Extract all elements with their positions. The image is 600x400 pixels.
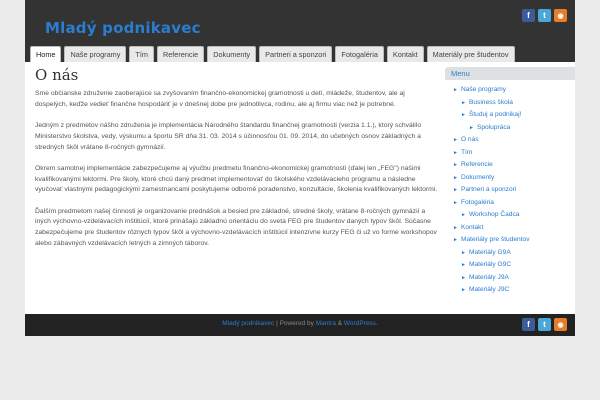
menu-item-home[interactable]: Home — [30, 46, 61, 62]
twitter-icon[interactable]: t — [538, 318, 551, 331]
main-menu — [30, 46, 515, 62]
arrow-icon: ► — [453, 187, 458, 193]
social-links-top — [522, 9, 567, 22]
sidebar-item-documents[interactable] — [453, 172, 575, 185]
footer-wordpress-link[interactable]: WordPress — [343, 320, 376, 327]
footer-powered-by: | Powered by — [274, 320, 316, 327]
footer-credits — [25, 320, 575, 327]
menu-item-programs[interactable]: Naše programy — [64, 46, 126, 62]
arrow-icon: ► — [461, 112, 466, 118]
sidebar-menu — [445, 80, 575, 297]
sidebar-item-business-school[interactable] — [453, 97, 575, 110]
sidebar-item-label: Materiály pre študentov — [460, 236, 530, 243]
sidebar-item-materials-j9a[interactable] — [453, 272, 575, 285]
sidebar-item-label: Materiály J9A — [468, 273, 509, 281]
sidebar-item-workshop-cadca[interactable] — [453, 209, 575, 222]
arrow-icon: ► — [453, 199, 458, 206]
menu-item-team[interactable]: Tím — [129, 46, 154, 62]
paragraph: Jedným z predmetov nášho združenia je implementácia Národného štandardu finančnej gramotnosti (verzia 1.1.), ktorý schválilo Ministerstvo školstva, vedy, výskumu a športu SR dňa 31. 03. 2014 s účinnosťou 01. 09. 2014, do učebných osnov základných a stredných škôl vrátane 8-ročných gymnázií. — [35, 122, 422, 151]
arrow-icon: ► — [469, 124, 474, 131]
sidebar-item-label: Spolupráca — [476, 123, 511, 131]
arrow-icon: ► — [453, 162, 458, 168]
arrow-icon: ► — [453, 149, 458, 156]
sidebar-item-partners[interactable] — [453, 184, 575, 197]
facebook-icon[interactable]: f — [522, 318, 535, 331]
menu-item-contact[interactable]: Kontakt — [387, 46, 424, 62]
site-title[interactable]: Mladý podnikavec — [45, 19, 201, 37]
arrow-icon: ► — [461, 287, 466, 293]
footer-site-link[interactable]: Mladý podnikavec — [222, 320, 275, 327]
sidebar-item-label: Fotogaléria — [460, 198, 494, 206]
twitter-icon[interactable]: t — [538, 9, 551, 22]
sidebar-item-materials-g9c[interactable] — [453, 259, 575, 272]
sidebar-item-label: Tím — [460, 148, 473, 156]
arrow-icon: ► — [461, 274, 466, 281]
sidebar — [445, 67, 575, 297]
sidebar-item-label: O nás — [460, 136, 479, 143]
sidebar-item-team[interactable] — [453, 147, 575, 160]
sidebar-item-label: Dokumenty — [460, 173, 495, 181]
arrow-icon: ► — [461, 212, 466, 218]
social-links-bottom — [522, 318, 567, 331]
paragraph: Okrem samotnej implementácie zabezpečujeme aj výučbu predmetu finančno-ekonomickej gramotnosti (ďalej len „FEG") našimi kvalifikovanými lektormi. Pre školy, ktoré chcú daný predmet implementovať do školského vzdelávacieho programu a následne vyučovať vlastnými pedagogickými zamestnancami poskytujeme odborné poradenstvo, konzultácie, školenia kvalifikovaných lektormi. — [35, 164, 438, 194]
paragraph: Ďalším predmetom našej činnosti je organizovanie prednášok a besied pre základné, stredné školy, vrátane 8-ročných gymnázií a iných výchovno-vzdelávacích inštitúcií, ktoré prinášajú základnú orientáciu do sveta FEG pre študentov daných typov škôl. Súčasne zabezpečujeme pre študentov rôznych typov škôl a výchovno-vzdelávacích inštitúcií intenzívne kurzy FEG či už vo forme workshopov alebo zábavných vzdelávacích letných a zimných táborov. — [35, 207, 437, 247]
arrow-icon: ► — [453, 237, 458, 243]
sidebar-item-label: Naše programy — [460, 86, 507, 93]
arrow-icon: ► — [453, 224, 458, 231]
arrow-icon: ► — [453, 87, 458, 93]
page-title: O nás — [35, 66, 79, 84]
sidebar-item-label: Business škola — [468, 98, 513, 106]
arrow-icon: ► — [453, 174, 458, 181]
menu-item-references[interactable]: Referencie — [157, 46, 204, 62]
footer-end: . — [375, 320, 378, 327]
sidebar-item-label: Materiály J9C — [468, 286, 510, 293]
arrow-icon: ► — [461, 99, 466, 106]
footer-theme-link[interactable]: Mantra — [315, 320, 336, 327]
sidebar-item-programs[interactable] — [453, 84, 575, 97]
arrow-icon: ► — [461, 262, 466, 268]
arrow-icon: ► — [461, 249, 466, 256]
site-header — [25, 0, 575, 62]
rss-icon[interactable]: ◉ — [554, 318, 567, 331]
paragraph: Sme občianske združenie zaoberajúce sa zvyšovaním finančno-ekonomickej gramotnosti u detí, mládeže, študentov, ale aj dospelých, keďže vedieť finančne hospodáriť je v dnešnej dobe pre jednotlivca, rodinu, ale aj firmu viac než je potrebné. — [35, 90, 405, 108]
page-wrapper — [25, 0, 575, 336]
arrow-icon: ► — [453, 137, 458, 143]
sidebar-item-contact[interactable] — [453, 222, 575, 235]
menu-item-partners[interactable]: Partneri a sponzori — [259, 46, 332, 62]
sidebar-item-label: Partneri a sponzori — [460, 186, 517, 193]
sidebar-item-label: Materiály G9C — [468, 261, 512, 268]
sidebar-item-study-and-business[interactable] — [453, 109, 575, 122]
sidebar-item-cooperation[interactable] — [453, 122, 575, 135]
sidebar-item-materials[interactable] — [453, 234, 575, 247]
menu-item-documents[interactable]: Dokumenty — [207, 46, 256, 62]
sidebar-item-label: Materiály G9A — [468, 248, 511, 256]
sidebar-item-materials-j9c[interactable] — [453, 284, 575, 297]
sidebar-item-label: Workshop Čadca — [468, 211, 520, 218]
site-footer — [25, 314, 575, 336]
main-content — [35, 66, 439, 260]
sidebar-item-materials-g9a[interactable] — [453, 247, 575, 260]
sidebar-item-about[interactable] — [453, 134, 575, 147]
content-area — [25, 62, 575, 314]
sidebar-item-label: Referencie — [460, 161, 493, 168]
sidebar-item-gallery[interactable] — [453, 197, 575, 210]
sidebar-item-label: Študuj a podnikaj! — [468, 111, 522, 118]
footer-amp: & — [335, 320, 344, 327]
facebook-icon[interactable]: f — [522, 9, 535, 22]
sidebar-item-label: Kontakt — [460, 223, 484, 231]
rss-icon[interactable]: ◉ — [554, 9, 567, 22]
sidebar-item-references[interactable] — [453, 159, 575, 172]
menu-item-materials[interactable]: Materiály pre študentov — [427, 46, 515, 62]
sidebar-widget-title: Menu — [445, 67, 575, 80]
menu-item-gallery[interactable]: Fotogaléria — [335, 46, 384, 62]
